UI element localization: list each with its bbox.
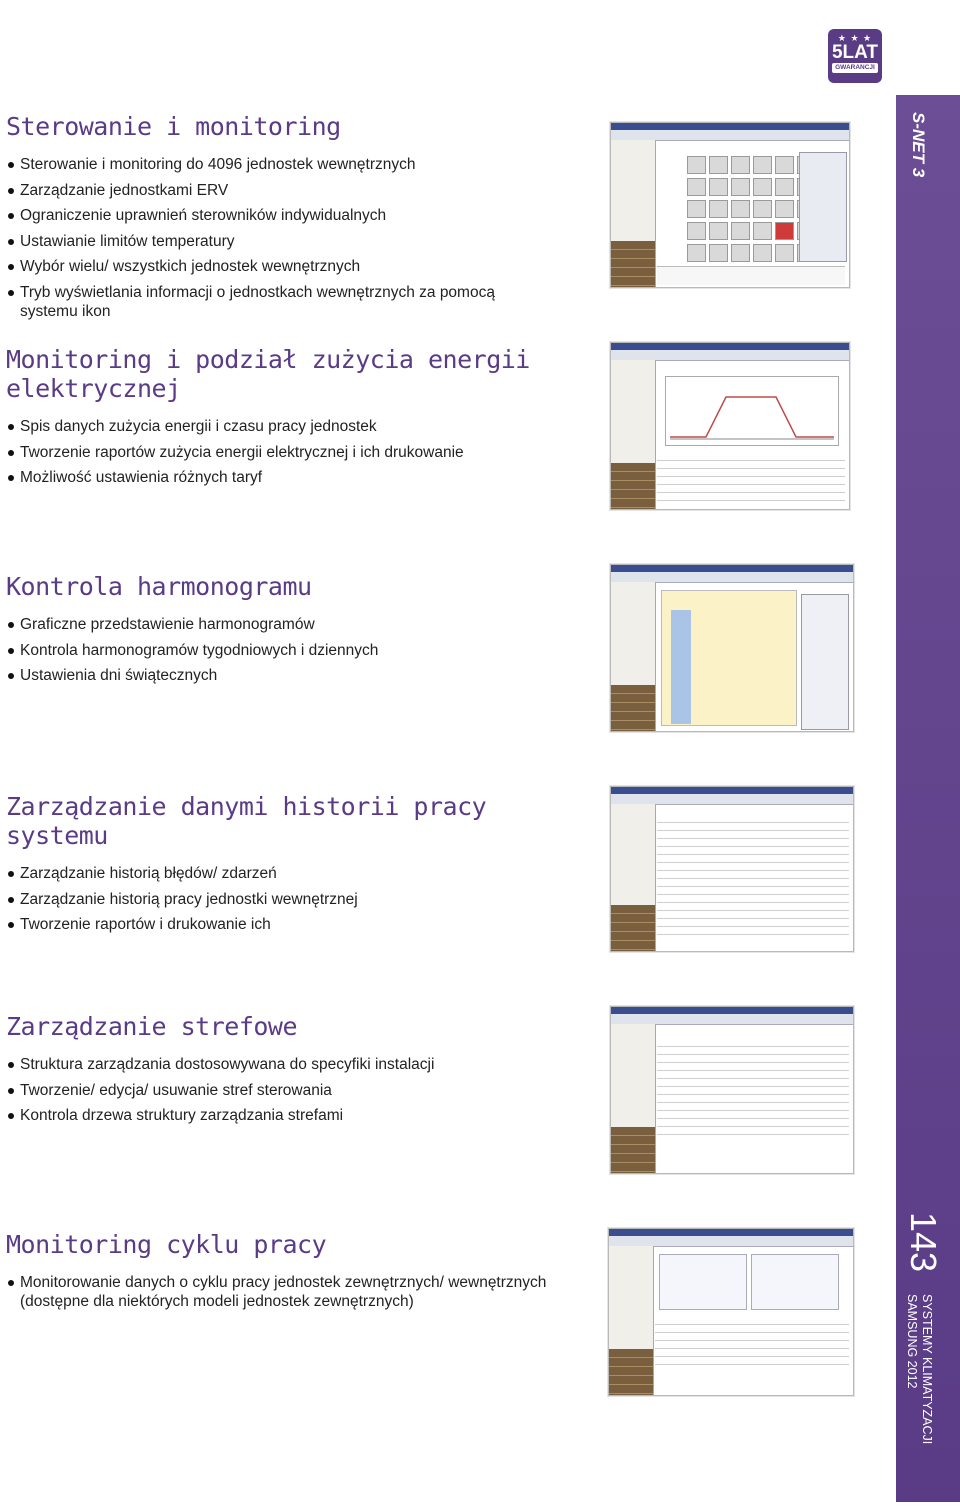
- feature-list: [6, 1273, 596, 1311]
- section-control-monitoring: [6, 112, 596, 327]
- section-title: Monitoring i podział zużycia energii elektrycznej: [6, 345, 530, 403]
- side-band-top: [896, 0, 960, 95]
- badge-years: 5LAT: [831, 42, 879, 63]
- section-schedule: [6, 572, 596, 692]
- list-item: Zarządzanie historią pracy jednostki wewnętrznej: [6, 890, 596, 909]
- list-item: Ustawianie limitów temperatury: [6, 232, 596, 251]
- list-item: Struktura zarządzania dostosowywana do specyfiki instalacji: [6, 1055, 596, 1074]
- footer: [904, 1294, 934, 1444]
- feature-list: [6, 864, 596, 934]
- list-item: Tworzenie/ edycja/ usuwanie stref sterowania: [6, 1081, 596, 1100]
- footer-line-1: SYSTEMY KLIMATYZACJI: [920, 1294, 934, 1445]
- side-band: [896, 6, 960, 1502]
- section-title: Monitoring cyklu pracy: [6, 1230, 327, 1259]
- section-title: Kontrola harmonogramu: [6, 572, 312, 601]
- feature-list: [6, 417, 596, 487]
- page-number: 143: [903, 1212, 944, 1273]
- list-item: Zarządzanie jednostkami ERV: [6, 181, 596, 200]
- section-energy-monitoring: [6, 345, 596, 494]
- section-zones: [6, 1012, 596, 1132]
- list-item: Ograniczenie uprawnień sterowników indywidualnych: [6, 206, 596, 225]
- list-item: Kontrola drzewa struktury zarządzania strefami: [6, 1106, 596, 1125]
- warranty-badge: [828, 29, 882, 83]
- feature-list: [6, 1055, 596, 1125]
- screenshot-energy: [610, 342, 850, 510]
- section-title: Zarządzanie danymi historii pracy systemu: [6, 792, 487, 850]
- list-item: Monitorowanie danych o cyklu pracy jednostek zewnętrznych/ wewnętrznych (dostępne dla niektórych modeli jednostek zewnętrznych): [6, 1273, 560, 1311]
- list-item: Tworzenie raportów i drukowanie ich: [6, 915, 596, 934]
- badge-label: GWARANCJI: [832, 63, 878, 73]
- list-item: Kontrola harmonogramów tygodniowych i dziennych: [6, 641, 596, 660]
- screenshot-zones: [610, 1006, 854, 1174]
- screenshot-schedule: [610, 564, 854, 732]
- badge-stars: ★ ★ ★: [837, 33, 873, 43]
- section-operation-cycle: [6, 1230, 596, 1318]
- screenshot-history: [610, 786, 854, 952]
- screenshot-operation-cycle: [608, 1228, 854, 1396]
- list-item: Sterowanie i monitoring do 4096 jednostek wewnętrznych: [6, 155, 596, 174]
- list-item: Ustawienia dni świątecznych: [6, 666, 596, 685]
- section-title: Zarządzanie strefowe: [6, 1012, 298, 1041]
- list-item: Tryb wyświetlania informacji o jednostkach wewnętrznych za pomocą systemu ikon: [6, 283, 540, 321]
- screenshot-control-monitoring: [610, 122, 850, 288]
- list-item: Zarządzanie historią błędów/ zdarzeń: [6, 864, 596, 883]
- section-title: Sterowanie i monitoring: [6, 112, 341, 141]
- list-item: Tworzenie raportów zużycia energii elektrycznej i ich drukowanie: [6, 443, 596, 462]
- list-item: Wybór wielu/ wszystkich jednostek wewnętrznych: [6, 257, 596, 276]
- feature-list: [6, 155, 596, 321]
- energy-chart-icon: [666, 377, 838, 445]
- section-history: [6, 792, 596, 941]
- feature-list: [6, 615, 596, 685]
- list-item: Graficzne przedstawienie harmonogramów: [6, 615, 596, 634]
- footer-line-2: SAMSUNG 2012: [905, 1294, 919, 1389]
- list-item: Spis danych zużycia energii i czasu pracy jednostek: [6, 417, 596, 436]
- list-item: Możliwość ustawienia różnych taryf: [6, 468, 596, 487]
- product-name: S-NET 3: [909, 112, 928, 178]
